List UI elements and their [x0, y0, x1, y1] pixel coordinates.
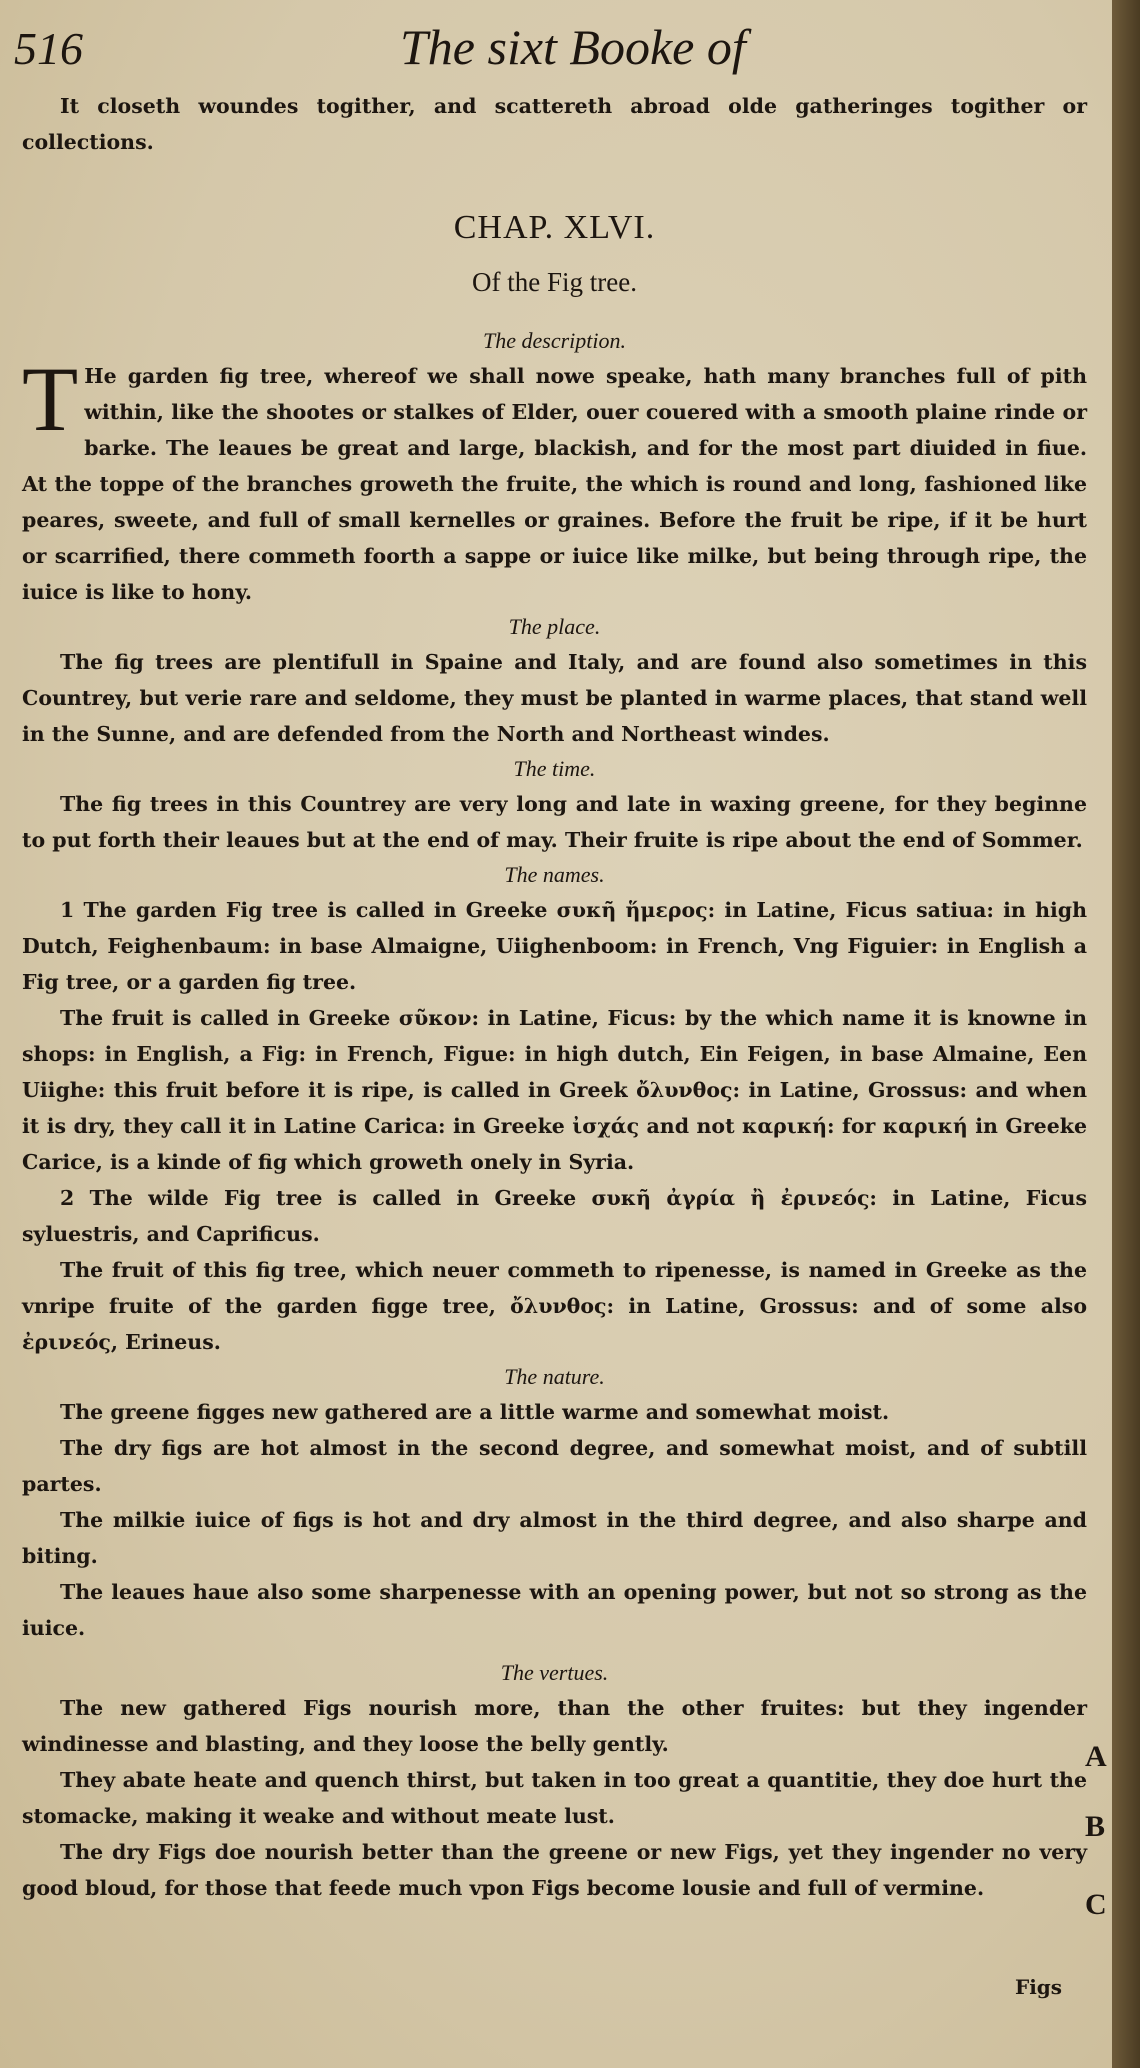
section-heading-vertues: The vertues. — [500, 1660, 609, 1685]
names-paragraph: The fruit of this fig tree, which neuer commeth to ripenesse, is named in Greeke as the vnripe fruite of the garden figge tree, ὄλυνθος: in Latine, Grossus: and of some also ἐρινεός, Erineus. — [22, 1258, 1087, 1354]
vertues-paragraph: They abate heate and quench thirst, but taken in too great a quantitie, they doe hurt the stomacke, making it weake and without meate lust. — [22, 1768, 1087, 1828]
page-header — [0, 18, 1100, 78]
section-heading-names: The names. — [504, 862, 605, 887]
vertues-paragraph: The new gathered Figs nourish more, than the other fruites: but they ingender windinesse and blasting, and they loose the belly gently. — [22, 1696, 1087, 1756]
intro-paragraph: It closeth woundes togither, and scattereth abroad olde gatheringes togither or collections. — [22, 94, 1087, 154]
drop-capital: T — [22, 348, 79, 450]
margin-letter-b: B — [1085, 1810, 1106, 1843]
nature-paragraph: The dry figs are hot almost in the second degree, and somewhat moist, and of subtill partes. — [22, 1436, 1087, 1496]
vertues-paragraph: The dry Figs doe nourish better than the greene or new Figs, yet they ingender no very good bloud, for those that feede much vpon Figs become lousie and full of vermine. — [22, 1840, 1087, 1900]
chapter-title: Of the Fig tree. — [472, 267, 637, 297]
page-edge-shadow — [1112, 0, 1140, 2068]
section-heading-nature: The nature. — [504, 1364, 605, 1389]
nature-paragraph: The leaues haue also some sharpenesse with an opening power, but not so strong as the iuice. — [22, 1580, 1087, 1640]
catchword: Figs — [1015, 1975, 1063, 1999]
margin-letter-a: A — [1085, 1740, 1107, 1773]
section-heading-time: The time. — [513, 756, 596, 781]
names-paragraph: 2 The wilde Fig tree is called in Greeke συκῆ ἀγρία ἢ ἐρινεός: in Latine, Ficus syluestris, and Caprificus. — [22, 1186, 1087, 1246]
nature-paragraph: The milkie iuice of figs is hot and dry almost in the third degree, and also sharpe and biting. — [22, 1508, 1087, 1568]
running-title: The sixt Booke of — [400, 19, 746, 75]
page-body — [22, 88, 1087, 1906]
section-heading-place: The place. — [508, 614, 601, 639]
place-paragraph: The fig trees are plentifull in Spaine and Italy, and are found also sometimes in this Countrey, but verie rare and seldome, they must be planted in warme places, that stand well in the Sunne, and are defended from the North and Northeast windes. — [22, 650, 1087, 746]
page-number: 516 — [14, 23, 83, 74]
description-paragraph: He garden fig tree, whereof we shall nowe speake, hath many branches full of pith within, like the shootes or stalkes of Elder, ouer couered with a smooth plaine rinde or barke. The leaues be great and large, blackish, and for the most part diuided in fiue. At the toppe of the branches groweth the fruite, the which is round and long, fashioned like peares, sweete, and full of small kernelles or graines. Before the fruit be ripe, if it be hurt or scarrified, there commeth foorth a sappe or iuice like milke, but being through ripe, the iuice is like to hony. — [22, 364, 1087, 604]
section-heading-description: The description. — [483, 328, 626, 353]
description-section — [22, 348, 1087, 610]
margin-letter-c: C — [1085, 1888, 1107, 1921]
nature-paragraph: The greene figges new gathered are a little warme and somewhat moist. — [60, 1400, 890, 1424]
chapter-heading: CHAP. XLVI. — [453, 209, 656, 246]
time-paragraph: The fig trees in this Countrey are very long and late in waxing greene, for they beginne to put forth their leaues but at the end of may. Their fruite is ripe about the end of Sommer. — [22, 792, 1087, 852]
names-paragraph: 1 The garden Fig tree is called in Greeke συκῆ ἥμερος: in Latine, Ficus satiua: in high Dutch, Feighenbaum: in base Almaigne, Uiighenboom: in French, Vng Figuier: in English a Fig tree, or a garden fig tree. — [22, 898, 1087, 994]
names-paragraph: The fruit is called in Greeke σῦκον: in Latine, Ficus: by the which name it is knowne in shops: in English, a Fig: in French, Figue: in high dutch, Ein Feigen, in base Almaine, Een Uiighe: this fruit before it is ripe, is called in Greek ὄλυνθος: in Latine, Grossus: and when it is dry, they call it in Latine Carica: in Greeke ἰσχάς and not καρική: for καρική in Greeke Carice, is a kinde of fig which groweth onely in Syria. — [22, 1006, 1087, 1174]
